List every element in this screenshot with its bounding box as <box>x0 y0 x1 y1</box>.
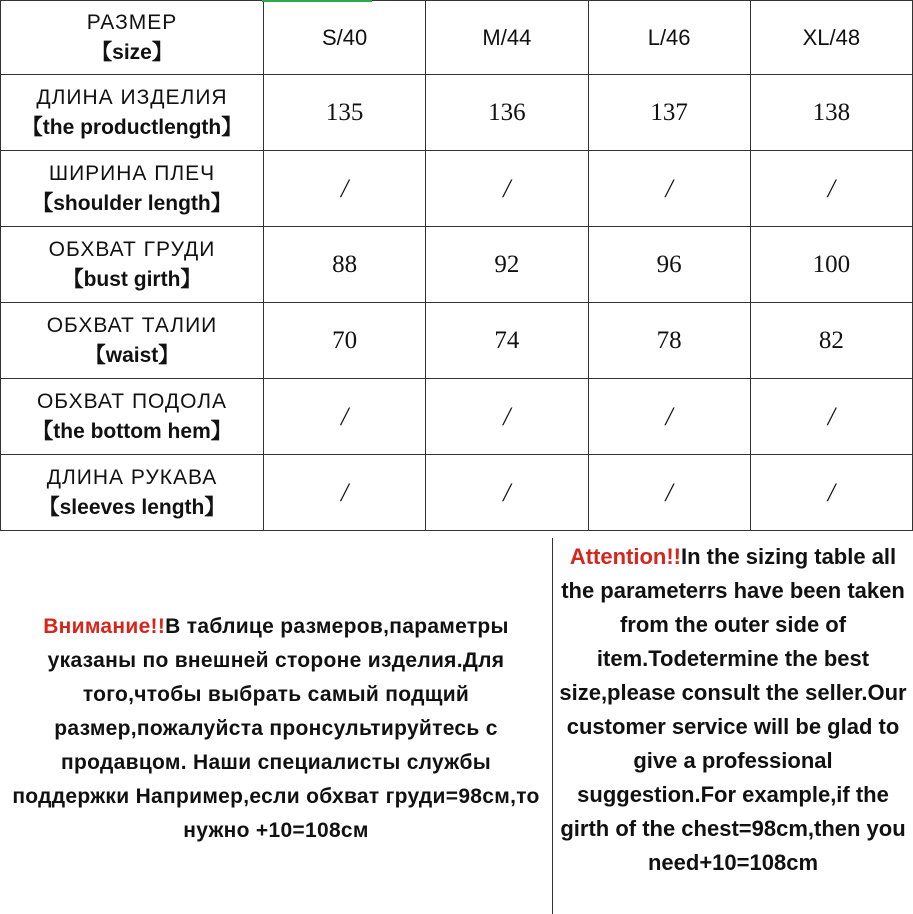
cell-value: 70 <box>332 326 358 354</box>
cell-value: / <box>503 173 511 203</box>
header-label-en: 【size】 <box>91 40 173 64</box>
row-label-ru: ОБХВАТ ТАЛИИ <box>46 313 218 337</box>
cell-value: / <box>341 173 349 203</box>
cell-value: 136 <box>488 98 526 126</box>
table-cell <box>750 75 912 151</box>
cell-value: / <box>503 477 511 507</box>
note-english <box>553 538 913 914</box>
row-label-cell <box>1 379 264 455</box>
table-cell <box>264 151 426 227</box>
table-row <box>1 151 913 227</box>
table-row <box>1 75 913 151</box>
table-cell <box>588 455 750 531</box>
table-cell <box>588 227 750 303</box>
size-header: S/40 <box>321 24 368 50</box>
cell-value: 138 <box>812 98 851 126</box>
row-label-cell <box>1 75 264 151</box>
cell-value: / <box>827 173 835 203</box>
notes-section <box>0 538 913 914</box>
table-cell <box>750 303 912 379</box>
row-label-ru: ШИРИНА ПЛЕЧ <box>48 161 216 185</box>
row-label-ru: ДЛИНА ИЗДЕЛИЯ <box>36 85 228 109</box>
table-row <box>1 379 913 455</box>
row-label-en: 【the bottom hem】 <box>32 419 232 443</box>
note-russian-highlight: Внимание!! <box>43 615 166 638</box>
row-label-cell <box>1 227 264 303</box>
size-header-cell <box>426 1 588 75</box>
size-header: L/46 <box>647 24 691 50</box>
table-cell <box>750 379 912 455</box>
cell-value: / <box>665 477 673 507</box>
cell-value: 92 <box>494 250 520 278</box>
note-russian <box>0 538 553 914</box>
table-cell <box>426 227 588 303</box>
table-cell <box>588 75 750 151</box>
table-cell <box>426 379 588 455</box>
table-cell <box>264 75 426 151</box>
header-label-ru: РАЗМЕР <box>86 10 178 34</box>
size-header-cell <box>588 1 750 75</box>
table-cell <box>426 303 588 379</box>
cell-value: / <box>341 477 349 507</box>
row-label-cell <box>1 151 264 227</box>
table-cell <box>264 227 426 303</box>
cell-value: / <box>827 401 835 431</box>
table-row <box>1 455 913 531</box>
size-header: XL/48 <box>802 24 861 50</box>
table-cell <box>426 455 588 531</box>
row-label-ru: ОБХВАТ ГРУДИ <box>48 237 216 261</box>
cell-value: 96 <box>656 250 682 278</box>
cell-value: 74 <box>494 326 520 354</box>
row-label-cell <box>1 455 264 531</box>
size-header-cell <box>750 1 912 75</box>
table-cell <box>264 303 426 379</box>
cell-value: 78 <box>656 326 682 354</box>
note-russian-body: В таблице размеров,параметры указаны по внешней стороне изделия.Для того,чтобы выбрать самый подщий размер,пожалуйста пронсультируйтесь с продавцом. Наши специалисты службы поддержки Например,если обхват груди=98см,то нужно +10=108см <box>12 615 540 842</box>
note-english-text <box>553 538 913 880</box>
cell-value: 82 <box>818 326 844 354</box>
green-tab-mark <box>262 0 372 2</box>
row-label-ru: ОБХВАТ ПОДОЛА <box>36 389 228 413</box>
table-cell <box>588 303 750 379</box>
header-label-cell <box>1 1 264 75</box>
cell-value: / <box>341 401 349 431</box>
row-label-en: 【shoulder length】 <box>32 191 232 215</box>
table-cell <box>750 455 912 531</box>
cell-value: / <box>665 401 673 431</box>
cell-value: / <box>827 477 835 507</box>
table-row <box>1 227 913 303</box>
table-cell <box>264 379 426 455</box>
note-russian-text <box>2 604 550 848</box>
cell-value: / <box>665 173 673 203</box>
row-label-en: 【bust girth】 <box>62 267 202 291</box>
table-cell <box>750 227 912 303</box>
cell-value: 135 <box>325 98 364 126</box>
table-row <box>1 303 913 379</box>
cell-value: 137 <box>650 98 688 126</box>
size-header: M/44 <box>482 24 532 50</box>
row-label-ru: ДЛИНА РУКАВА <box>46 465 218 489</box>
table-header-row <box>1 1 913 75</box>
table-cell <box>264 455 426 531</box>
table-cell <box>750 151 912 227</box>
table-cell <box>426 151 588 227</box>
note-english-body: In the sizing table all the parameterrs have been taken from the outer side of item.Todetermine the best size,please consult the seller.Our customer service will be glad to give a professional suggestion.For example,if the girth of the chest=98cm,then you need+10=108cm <box>559 544 907 875</box>
row-label-en: 【the productlength】 <box>21 115 243 139</box>
note-english-highlight: Attention!! <box>569 544 682 569</box>
table-cell <box>588 379 750 455</box>
row-label-en: 【waist】 <box>84 343 180 367</box>
table-cell <box>588 151 750 227</box>
table-cell <box>426 75 588 151</box>
row-label-cell <box>1 303 264 379</box>
cell-value: 88 <box>332 250 358 278</box>
size-header-cell <box>264 1 426 75</box>
cell-value: / <box>503 401 511 431</box>
cell-value: 100 <box>812 250 851 278</box>
row-label-en: 【sleeves length】 <box>38 495 226 519</box>
